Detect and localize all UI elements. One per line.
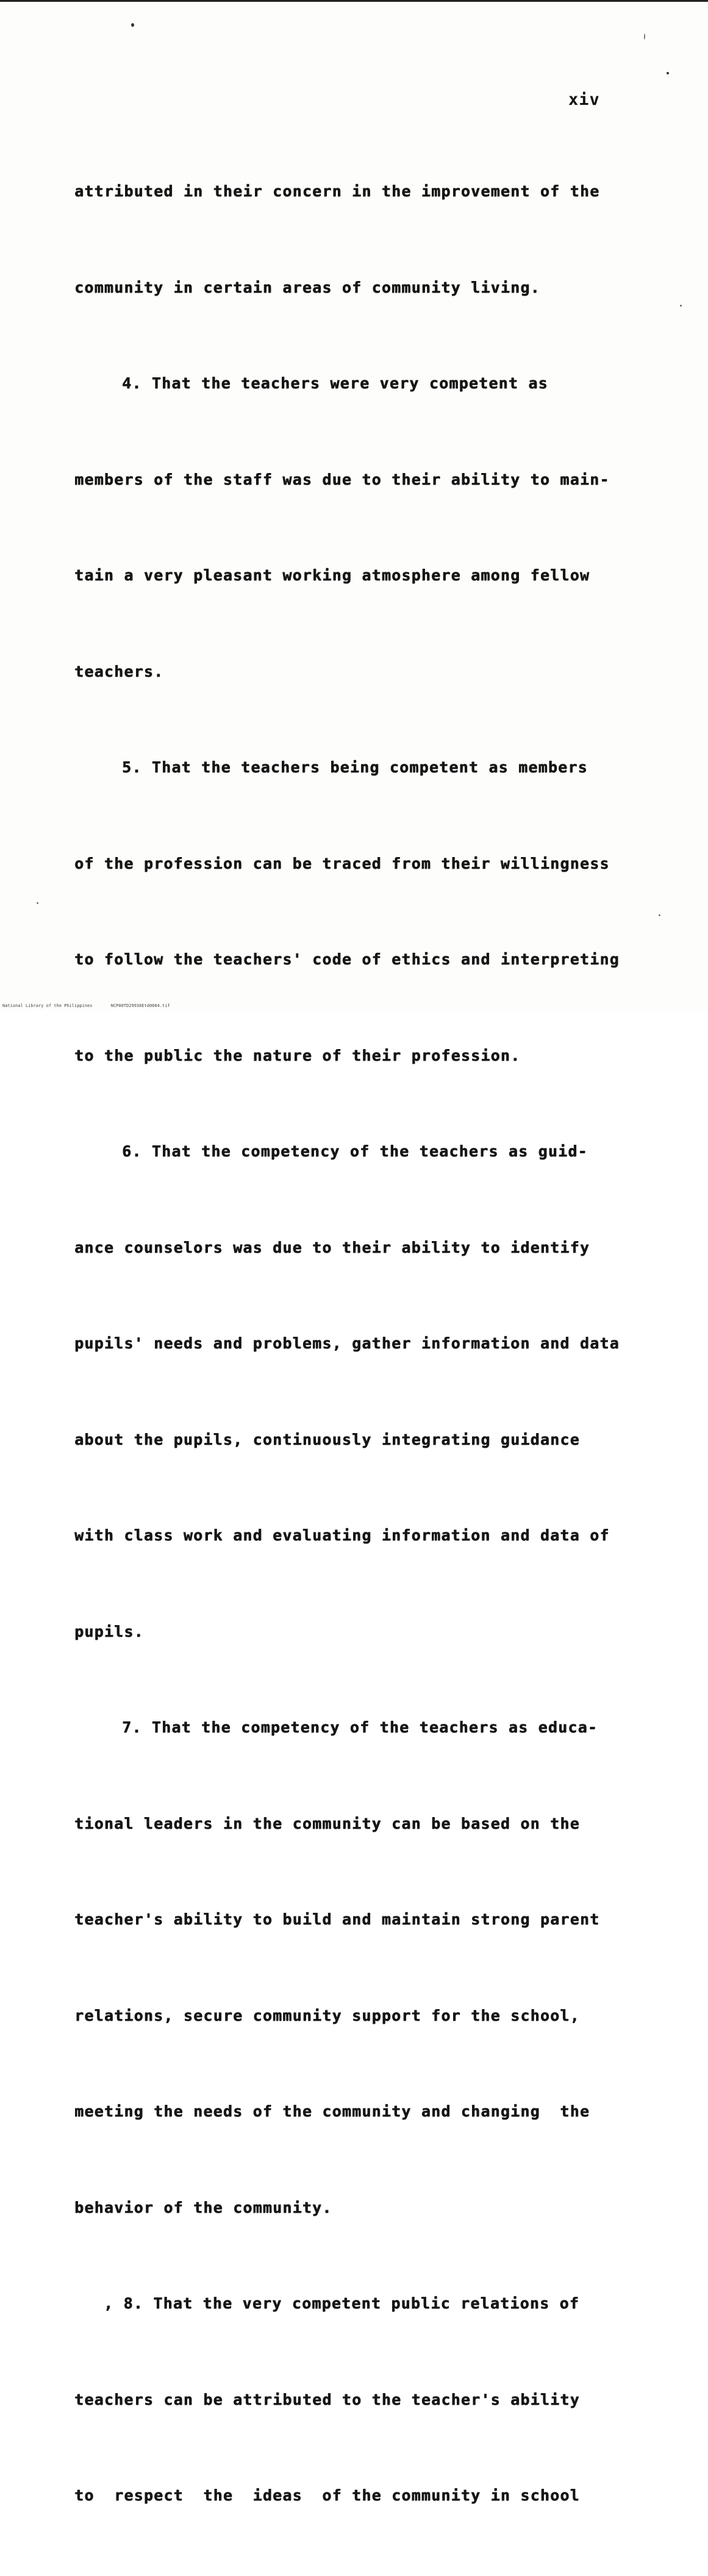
text-line: ance counselors was due to their ability to identify	[74, 1238, 590, 1256]
text-line: behavior of the community.	[74, 2198, 332, 2216]
text-line: meeting the needs of the community and changing the	[74, 2102, 590, 2120]
scan-speck	[644, 34, 645, 40]
top-scan-edge	[0, 0, 708, 2]
text-line: tain a very pleasant working atmosphere among fellow	[74, 566, 590, 584]
text-line: relations, secure community support for the school,	[74, 2006, 580, 2024]
paragraph-6-start: 6. That the competency of the teachers as guid-	[122, 1142, 588, 1160]
text-line: pupils.	[74, 1622, 144, 1640]
text-line: teacher's ability to build and maintain strong parent	[74, 1910, 600, 1928]
file-identifier: NCP00TD29936Etd0004.tif	[110, 1003, 170, 1008]
text-line: to the public the nature of their profession.	[74, 1046, 521, 1064]
paragraph-7-start: 7. That the competency of the teachers as educa-	[122, 1718, 598, 1736]
text-line: attributed in their concern in the improvement of the	[74, 182, 600, 200]
paragraph-5-start: 5. That the teachers being competent as members	[122, 758, 588, 776]
text-line: with class work and evaluating information and data of	[74, 1526, 610, 1544]
text-line: pupils' needs and problems, gather information and data	[74, 1334, 620, 1352]
text-line: teachers.	[74, 662, 164, 680]
paragraph-4-start: 4. That the teachers were very competent as	[122, 374, 548, 392]
scan-speck	[37, 902, 38, 904]
text-line: teachers can be attributed to the teacher's ability	[74, 2390, 580, 2408]
text-line: to respect the ideas of the community in school	[74, 2486, 580, 2504]
paragraph-8-start: , 8. That the very competent public relations of	[104, 2294, 580, 2312]
text-line: members of the staff was due to their ability to main-	[74, 470, 610, 488]
text-line: community in certain areas of community living.	[74, 278, 540, 296]
document-body	[74, 112, 623, 2576]
scan-speck	[667, 72, 669, 74]
text-line: of the profession can be traced from their willingness	[74, 854, 610, 872]
scan-speck	[680, 305, 682, 307]
page-number: xiv	[568, 90, 600, 109]
text-line: to follow the teachers' code of ethics and interpreting	[74, 950, 620, 968]
text-line: tional leaders in the community can be based on the	[74, 1814, 580, 1832]
text-line: about the pupils, continuously integrating guidance	[74, 1430, 580, 1448]
scan-footer	[2, 1003, 186, 1008]
library-credit: National Library of the Philippines	[2, 1003, 93, 1008]
scan-speck	[659, 914, 660, 916]
scan-speck	[131, 23, 134, 27]
